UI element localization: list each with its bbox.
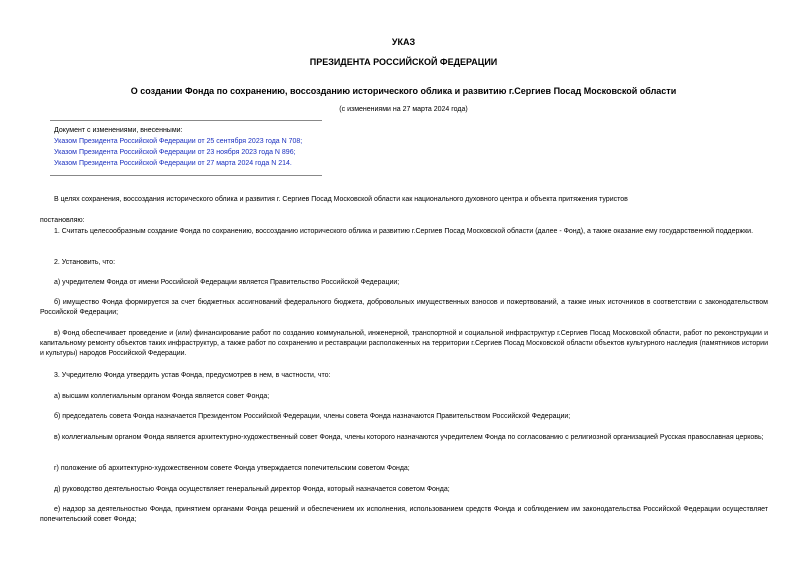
issuer-heading: ПРЕЗИДЕНТА РОССИЙСКОЙ ФЕДЕРАЦИИ bbox=[309, 57, 498, 67]
paragraph-2a: а) учредителем Фонда от имени Российской Федерации является Правительство Российской Федерации; bbox=[54, 279, 400, 286]
paragraph-3v: в) коллегиальным органом Фонда является архитектурно-художественный совет Фонда, члены которого назначаются учредителем Фонда по согласованию с религиозной организацией Русская православная церковь; bbox=[54, 434, 764, 441]
paragraph-3e: е) надзор за деятельностью Фонда, принятием органами Фонда решений и обеспечением их исполнения, использованием средств Фонда и соблюдением им законодательства Российской Федерации осуществляет попечительский совет Фонда; bbox=[40, 506, 768, 523]
paragraph-3g: г) положение об архитектурно-художественном совете Фонда утверждается попечительским советом Фонда; bbox=[54, 465, 410, 472]
amendment-link-708[interactable]: Указом Президента Российской Федерации от 25 сентября 2023 года N 708; bbox=[54, 138, 303, 145]
paragraph-2b: б) имущество Фонда формируется за счет бюджетных ассигнований федерального бюджета, добровольных имущественных взносов и пожертвований, а также иных источников в соответствии с законодательством Российской Федерации; bbox=[40, 299, 768, 316]
amendment-link-214[interactable]: Указом Президента Российской Федерации от 27 марта 2024 года N 214. bbox=[54, 160, 292, 167]
amendments-heading: Документ с изменениями, внесенными: bbox=[54, 127, 183, 134]
paragraph-3a: а) высшим коллегиальным органом Фонда является совет Фонда; bbox=[54, 393, 270, 400]
intro-paragraph: В целях сохранения, воссоздания исторического облика и развития г. Сергиев Посад Московской области как национального духовного центра и объекта притяжения туристов bbox=[54, 196, 628, 203]
decree-word: постановляю: bbox=[40, 217, 85, 224]
amendment-link-896[interactable]: Указом Президента Российской Федерации от 23 ноября 2023 года N 896; bbox=[54, 149, 296, 156]
paragraph-3: 3. Учредителю Фонда утвердить устав Фонда, предусмотрев в нем, в частности, что: bbox=[54, 372, 331, 379]
paragraph-2v: в) Фонд обеспечивает проведение и (или) финансирование работ по созданию коммунальной, инженерной, транспортной и социальной инфраструктур г.Сергиев Посад Московской области, работ по реконструкции и капитальному ремонту объектов таких инфраструктур, а также работ по сохранению и реставрации расположенных на территории г.Сергиев Посад Московской области объектов культурного наследия (памятников истории и культуры) народов Российской Федерации. bbox=[40, 330, 768, 357]
paragraph-3d: д) руководство деятельностью Фонда осуществляет генеральный директор Фонда, который назначается советом Фонда; bbox=[54, 486, 450, 493]
decree-type-heading: УКАЗ bbox=[391, 37, 416, 47]
amendments-box bbox=[50, 120, 322, 176]
paragraph-3b: б) председатель совета Фонда назначается Президентом Российской Федерации, члены совета Фонда назначаются Правительством Российской Федерации; bbox=[54, 413, 571, 420]
document-title: О создании Фонда по сохранению, воссозданию исторического облика и развитию г.Сергиев Посад Московской области bbox=[130, 86, 677, 96]
changes-note: (с изменениями на 27 марта 2024 года) bbox=[339, 106, 468, 113]
paragraph-1: 1. Считать целесообразным создание Фонда по сохранению, воссозданию исторического облика и развитию г.Сергиев Посад Московской области (далее - Фонд), а также оказание ему государственной поддержки. bbox=[54, 228, 754, 235]
paragraph-2: 2. Установить, что: bbox=[54, 259, 116, 266]
